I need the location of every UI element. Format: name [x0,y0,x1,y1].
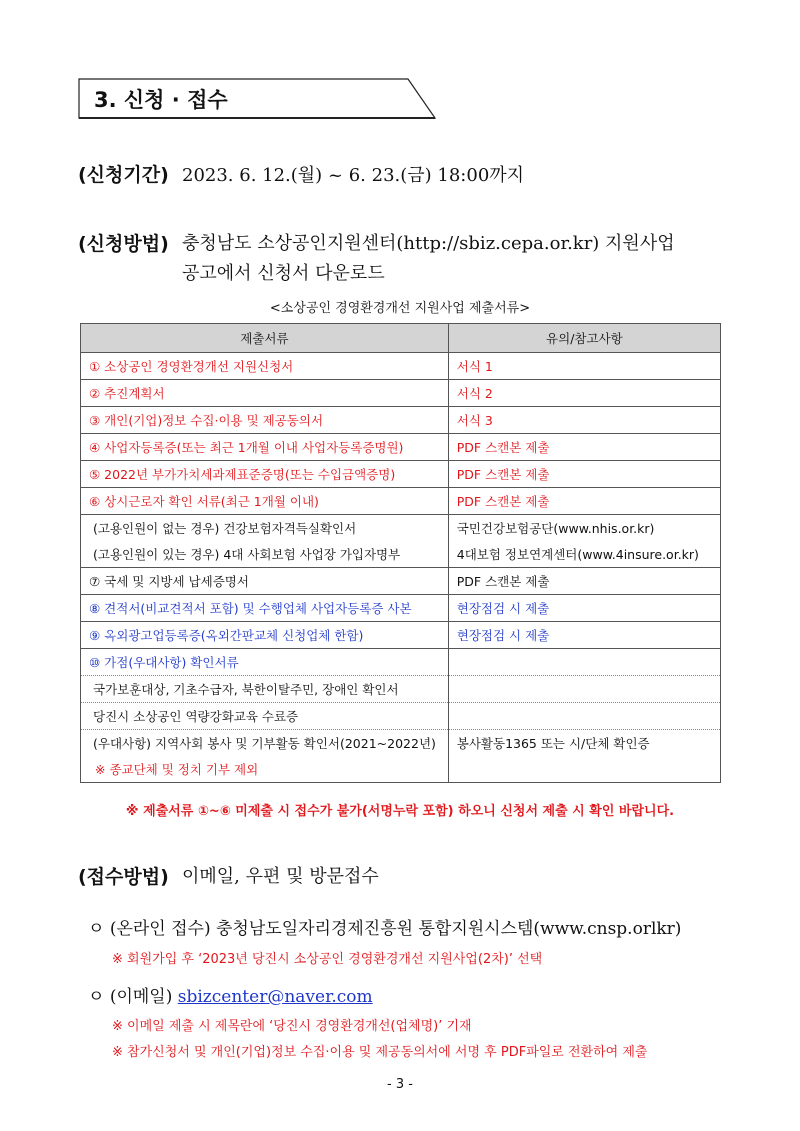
online-reception: ㅇ (온라인 접수) 충청남도일자리경제진흥원 통합지원시스템(www.cnsp.orlkr) [88,919,682,939]
table-row [81,434,721,461]
note-cell: PDF 스캔본 제출 [448,461,720,488]
note-cell: 국민건강보험공단(www.nhis.or.kr) [448,515,720,542]
document-cell: 당진시 소상공인 역량강화교육 수료증 [81,703,449,730]
note-cell: 서식 3 [448,407,720,434]
note-cell: PDF 스캔본 제출 [448,488,720,515]
document-cell: ⑧ 견적서(비교견적서 포함) 및 수행업체 사업자등록증 사본 [81,595,449,622]
email-link[interactable]: sbizcenter@naver.com [177,987,373,1007]
table-row [81,380,721,407]
email-reception [88,982,373,1007]
table-row [81,730,721,757]
table-row [81,407,721,434]
note-cell: PDF 스캔본 제출 [448,568,720,595]
reception-label: (접수방법) [78,866,169,888]
table-row [81,541,721,568]
email-note-title: ※ 이메일 제출 시 제목란에 ‘당진시 경영환경개선(업체명)’ 기재 [112,1019,472,1034]
table-row [81,649,721,676]
submission-warning: ※ 제출서류 ①~⑥ 미제출 시 접수가 불가(서명누락 포함) 하오니 신청서 제출 시 확인 바랍니다. [125,804,675,819]
document-cell: 국가보훈대상, 기초수급자, 북한이탈주민, 장애인 확인서 [81,676,449,703]
table-row [81,622,721,649]
online-note: ※ 회원가입 후 ‘2023년 당진시 소상공인 경영환경개선 지원사업(2차)’ 선택 [112,952,543,967]
table-row [81,595,721,622]
note-cell: 봉사활동1365 또는 시/단체 확인증 [448,730,720,757]
document-cell: ③ 개인(기업)정보 수집·이용 및 제공동의서 [81,407,449,434]
table-row [81,461,721,488]
section-heading [78,78,436,118]
document-cell: (고용인원이 있는 경우) 4대 사회보험 사업장 가입자명부 [81,541,449,568]
document-cell: ⑤ 2022년 부가가치세과제표준증명(또는 수입금액증명) [81,461,449,488]
documents-table [80,323,721,783]
method-line1: 충청남도 소상공인지원센터(http://sbiz.cepa.or.kr) 지원사업 [182,233,675,254]
table-header-row [81,324,721,353]
note-cell: 서식 1 [448,353,720,380]
header-notes: 유의/참고사항 [448,324,720,353]
note-cell [448,676,720,703]
document-cell: ※ 종교단체 및 정치 기부 제외 [81,756,449,783]
table-row [81,676,721,703]
table-row [81,353,721,380]
document-cell: ⑨ 옥외광고업등록증(옥외간판교체 신청업체 한함) [81,622,449,649]
document-cell: (고용인원이 없는 경우) 건강보험자격득실확인서 [81,515,449,542]
note-cell: 서식 2 [448,380,720,407]
table-row [81,488,721,515]
section-title: 3. 신청 · 접수 [94,88,228,112]
method-line2: 공고에서 신청서 다운로드 [182,263,385,284]
note-cell: PDF 스캔본 제출 [448,434,720,461]
table-row [81,703,721,730]
method-label: (신청방법) [78,233,169,255]
note-cell [448,649,720,676]
document-cell: ⑥ 상시근로자 확인 서류(최근 1개월 이내) [81,488,449,515]
table-row [81,568,721,595]
document-cell: ① 소상공인 경영환경개선 지원신청서 [81,353,449,380]
email-note-pdf: ※ 참가신청서 및 개인(기업)정보 수집·이용 및 제공동의서에 서명 후 PDF파일로 전환하여 제출 [112,1045,648,1060]
note-cell: 현장점검 시 제출 [448,622,720,649]
period-text: 2023. 6. 12.(월) ~ 6. 23.(금) 18:00까지 [182,165,525,186]
document-cell: (우대사항) 지역사회 봉사 및 기부활동 확인서(2021~2022년) [81,730,449,757]
document-cell: ⑦ 국세 및 지방세 납세증명서 [81,568,449,595]
document-cell: ② 추진계획서 [81,380,449,407]
reception-text: 이메일, 우편 및 방문접수 [182,866,379,887]
note-cell [448,756,720,783]
document-cell: ④ 사업자등록증(또는 최근 1개월 이내 사업자등록증명원) [81,434,449,461]
email-label: ㅇ (이메일) [88,987,173,1007]
document-cell: ⑩ 가점(우대사항) 확인서류 [81,649,449,676]
note-cell [448,703,720,730]
page-number: - 3 - [387,1077,413,1092]
table-row [81,515,721,542]
table-caption: <소상공인 경영환경개선 지원사업 제출서류> [269,301,531,316]
note-cell: 4대보험 정보연계센터(www.4insure.or.kr) [448,541,720,568]
period-label: (신청기간) [78,164,169,186]
table-row [81,756,721,783]
header-documents: 제출서류 [81,324,449,353]
note-cell: 현장점검 시 제출 [448,595,720,622]
